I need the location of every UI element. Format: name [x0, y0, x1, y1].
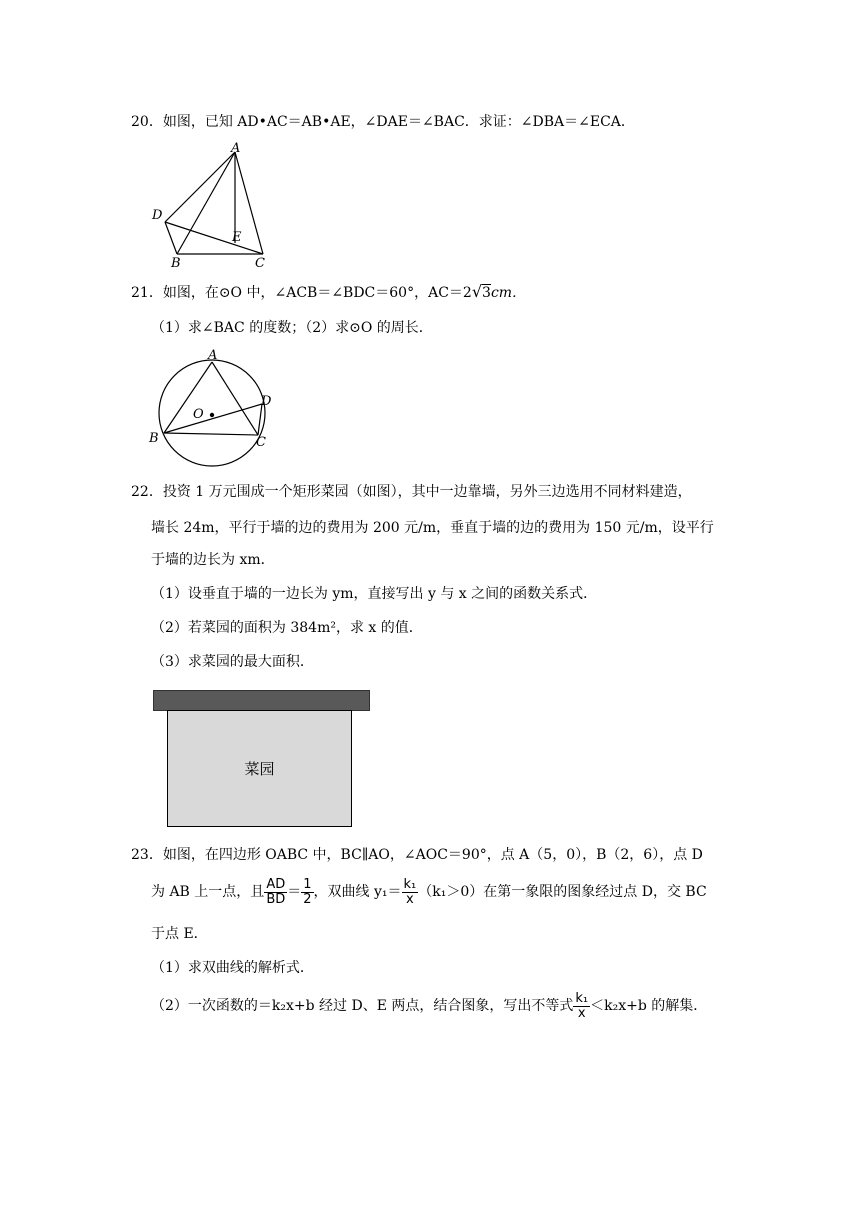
q21-sqrt-radicand: 3 [482, 285, 491, 301]
sqrt-sign: √ [471, 282, 483, 301]
fraction-k1-x [402, 878, 419, 907]
q21-prefix: 21．如图，在⊙O 中，∠ACB＝∠BDC＝60°，AC＝2 [131, 285, 472, 301]
fraction-numerator: k₁ [403, 876, 417, 892]
q20-label-e: E [232, 230, 242, 245]
q23-line2-suffix: （k₁＞0）在第一象限的图象经过点 D，交 BC [418, 884, 707, 900]
q21-label-d: D [261, 394, 272, 409]
q20-statement: 20．如图，已知 AD•AC＝AB•AE，∠DAE＝∠BAC．求证：∠DBA＝∠ECA． [131, 114, 635, 130]
q22-sub2: （2）若菜园的面积为 384m²，求 x 的值． [151, 620, 423, 636]
q21-label-o: O [193, 407, 204, 422]
q21-subquestions: （1）求∠BAC 的度数；（2）求⊙O 的周长． [151, 320, 433, 336]
q23-sub2 [151, 988, 707, 1024]
q21-label-b: B [149, 431, 159, 446]
q23-sub2-suffix: ＜k₂x+b 的解集． [590, 998, 708, 1014]
garden-rectangle [167, 710, 352, 827]
q23-sub2-prefix: （2）一次函数的＝k₂x+b 经过 D、E 两点，结合图象，写出不等式 [151, 998, 574, 1014]
fraction-denominator: x [406, 891, 414, 907]
fraction-numerator: AD [264, 878, 287, 893]
q22-line3: 于墙的边长为 xm． [151, 552, 275, 568]
q20-label-d: D [152, 208, 163, 223]
fraction-denominator: BD [266, 891, 286, 907]
fraction-one-half [301, 878, 313, 907]
fraction-k1-x-ineq [573, 992, 590, 1021]
fraction-denominator: x [577, 1005, 586, 1021]
equals-sign: ＝ [287, 884, 302, 900]
q21-label-a: A [208, 348, 218, 363]
q23-sub1: （1）求双曲线的解析式． [151, 960, 314, 976]
q20-label-b: B [171, 256, 181, 270]
q23-line2-prefix: 为 AB 上一点，且 [151, 884, 265, 900]
q23-line2-mid: ，双曲线 y₁＝ [313, 884, 402, 900]
q20-label-c: C [255, 256, 265, 270]
q22-sub1: （1）设垂直于墙的一边长为 ym，直接写出 y 与 x 之间的函数关系式． [151, 586, 598, 602]
q23-line3: 于点 E． [151, 926, 208, 942]
fraction-ad-bd [264, 878, 287, 907]
q22-line2: 墙长 24m，平行于墙的边的费用为 200 元/m，垂直于墙的边的费用为 150 元/m，设平行 [151, 520, 714, 536]
garden-wall [153, 690, 370, 711]
q23-line1: 23．如图，在四边形 OABC 中，BC∥AO，∠AOC＝90°，点 A（5，0），B（2，6），点 D [131, 847, 703, 863]
fraction-denominator: 2 [303, 891, 312, 907]
fraction-numerator: k₁ [575, 990, 589, 1006]
q21-statement [131, 282, 526, 303]
q23-line2 [151, 874, 707, 910]
q22-line1: 22．投资 1 万元围成一个矩形菜园（如图），其中一边靠墙，另外三边选用不同材料建造， [131, 484, 692, 500]
q20-label-a: A [231, 141, 241, 156]
q21-suffix: cm． [490, 285, 527, 301]
q21-label-c: C [256, 435, 266, 450]
q20-figure [145, 140, 275, 270]
q21-figure [143, 345, 283, 475]
garden-label: 菜园 [244, 760, 275, 778]
fraction-numerator: 1 [303, 876, 312, 892]
q22-sub3: （3）求菜园的最大面积． [151, 654, 314, 670]
